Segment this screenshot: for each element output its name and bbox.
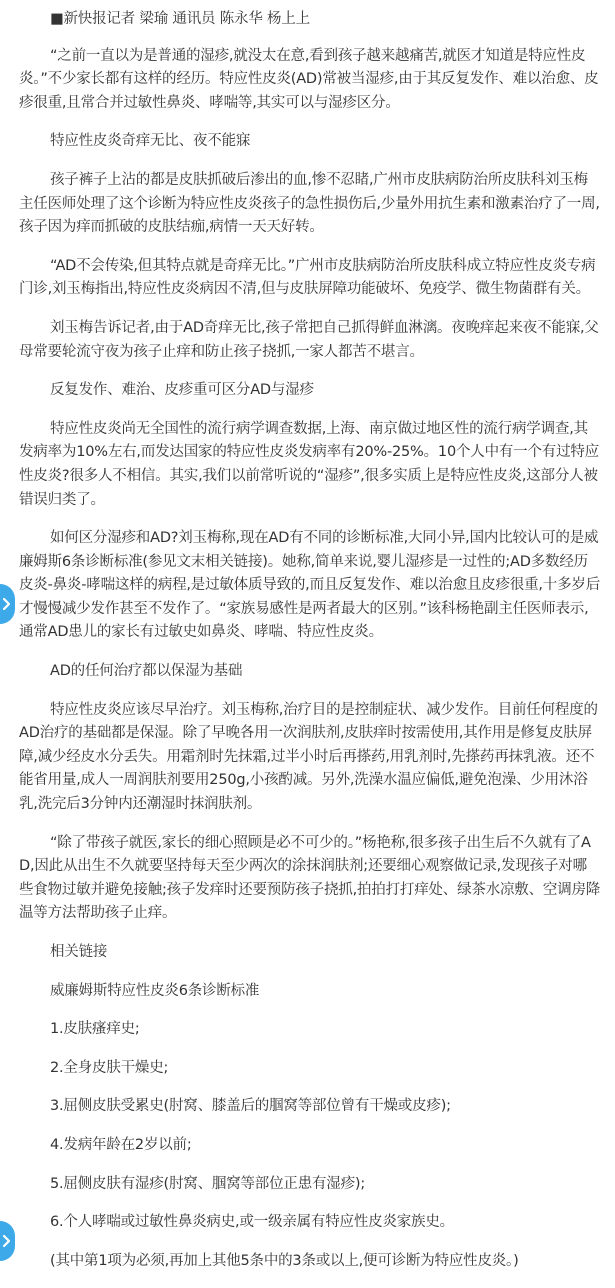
criteria-item: 5.屈侧皮肤有湿疹(肘窝、腘窝等部位正患有湿疹);	[50, 1175, 366, 1192]
related-links-heading: 相关链接	[50, 944, 108, 960]
criteria-item: 1.皮肤瘙痒史;	[50, 1021, 140, 1038]
criteria-title: 威廉姆斯特应性皮炎6条诊断标准	[50, 982, 260, 999]
criteria-item: 2.全身皮肤干燥史;	[50, 1059, 169, 1076]
chevron-right-icon	[2, 597, 11, 611]
criteria-item: 6.个人哮喘或过敏性鼻炎病史,或一级亲属有特应性皮炎家族史。	[50, 1214, 454, 1231]
paragraph: 特应性皮炎应该尽早治疗。刘玉梅称,治疗目的是控制症状、减少发作。目前任何程度的AD治疗的基础都是保湿。除了早晚各用一次润肤剂,皮肤痒时按需使用,其作用是修复皮肤屏障,减少经皮水分丢失。用霜剂时先抹霜,过半小时后再搽药,用乳剂时,先搽药再抹乳液。还不能省用量,成人一周润肤剂要用250g,小孩酌减。另外,洗澡水温应偏低,避免泡澡、少用沐浴乳,洗完后3分钟内还潮湿时抹润肤剂。	[19, 701, 598, 813]
paragraph: “除了带孩子就医,家长的细心照顾是必不可少的。”杨艳称,很多孩子出生后不久就有了AD,因此从出生不久就要坚持每天至少两次的涂抹润肤剂;还要细心观察做记录,发现孩子对哪些食物过敏并避免接触;孩子发痒时还要预防孩子挠抓,拍拍打打痒处、绿茶水凉敷、空调房降温等方法帮助孩子止痒。	[19, 834, 601, 922]
criteria-note: (其中第1项为必须,再加上其他5条中的3条或以上,便可诊断为特应性皮炎。)	[50, 1252, 519, 1269]
criteria-item: 3.屈侧皮肤受累史(肘窝、膝盖后的腘窝等部位曾有干燥或皮疹);	[50, 1098, 451, 1115]
paragraph: “之前一直以为是普通的湿疹,就没太在意,看到孩子越来越痛苦,就医才知道是特应性皮炎。”不少家长都有这样的经历。特应性皮炎(AD)常被当湿疹,由于其反复发作、难以治愈、皮疹很重,且常合并过敏性鼻炎、哮喘等,其实可以与湿疹区分。	[19, 47, 599, 111]
paragraph: 特应性皮炎尚无全国性的流行病学调查数据,上海、南京做过地区性的流行病学调查,其发病率为10%左右,而发达国家的特应性皮炎发病率有20%-25%。10个人中有一个有过特应性皮炎?很多人不相信。其实,我们以前常听说的“湿疹”,很多实质上是特应性皮炎,这部分人被错误归类了。	[19, 420, 599, 508]
criteria-item: 4.发病年龄在2岁以前;	[50, 1136, 192, 1153]
section-heading: AD的任何治疗都以保湿为基础	[50, 663, 243, 680]
paragraph: “AD不会传染,但其特点就是奇痒无比。”广州市皮肤病防治所皮肤科成立特应性皮炎专病门诊,刘玉梅指出,特应性皮炎病因不清,但与皮肤屏障功能破坏、免疫学、微生物菌群有关。	[19, 257, 596, 298]
chevron-right-icon	[2, 1234, 11, 1248]
paragraph: 孩子裤子上沾的都是皮肤抓破后渗出的血,惨不忍睹,广州市皮肤病防治所皮肤科刘玉梅主任医师处理了这个诊断为特应性皮炎孩子的急性损伤后,少量外用抗生素和激素治疗了一周,孩子因为痒而抓破的皮肤结痂,病情一天天好转。	[19, 171, 600, 236]
paragraph: 刘玉梅告诉记者,由于AD奇痒无比,孩子常把自己抓得鲜血淋漓。夜晚痒起来夜不能寐,父母常要轮流守夜为孩子止痒和防止孩子挠抓,一家人都苦不堪言。	[19, 319, 599, 360]
byline: ■新快报记者 梁瑜 通讯员 陈永华 杨上上	[50, 11, 310, 27]
paragraph: 如何区分湿疹和AD?刘玉梅称,现在AD有不同的诊断标准,大同小异,国内比较认可的是威廉姆斯6条诊断标准(参见文末相关链接)。她称,简单来说,婴儿湿疹是一过性的;AD多数经历皮炎-鼻炎-哮喘这样的病程,是过敏体质导致的,而且反复发作、难以治愈且皮疹很重,十多岁后才慢慢减少发作甚至不发作了。“家族易感性是两者最大的区别。”该科杨艳副主任医师表示,通常AD患儿的家长有过敏史如鼻炎、哮喘、特应性皮炎。	[19, 530, 600, 641]
section-heading: 反复发作、难治、皮疹重可区分AD与湿疹	[50, 382, 314, 399]
section-heading: 特应性皮炎奇痒无比、夜不能寐	[50, 133, 251, 150]
